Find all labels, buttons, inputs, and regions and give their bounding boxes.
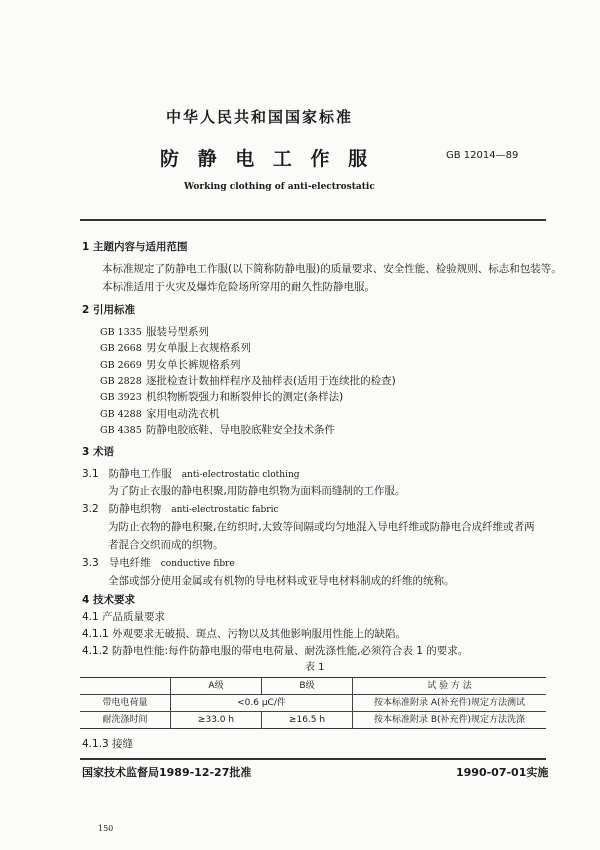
table-row xyxy=(80,695,546,712)
section-2-heading: 2 引用标准 xyxy=(82,304,135,316)
term-number: 3.1 xyxy=(82,468,99,480)
table-cell: 耐洗涤时间 xyxy=(102,714,148,725)
reference-title: 逐批检查计数抽样程序及抽样表(适用于连续批的检查) xyxy=(146,374,396,387)
term-3-3 xyxy=(82,557,235,570)
table-1 xyxy=(80,677,546,729)
reference-item xyxy=(100,391,343,404)
clause: 4.1.3 接缝 xyxy=(82,738,134,750)
term-en: conductive fibre xyxy=(160,559,235,569)
term-cn: 防静电工作服 xyxy=(108,468,172,480)
reference-item xyxy=(100,424,335,437)
term-cn: 导电纤维 xyxy=(108,557,151,569)
reference-item xyxy=(100,342,251,355)
reference-item xyxy=(100,359,241,372)
reference-title: 家用电动洗衣机 xyxy=(146,407,220,420)
term-number: 3.2 xyxy=(82,503,99,515)
reference-code: GB 1335 xyxy=(100,327,142,338)
standard-code: GB 12014—89 xyxy=(446,150,519,161)
title-english: Working clothing of anti-electrostatic xyxy=(184,182,375,192)
table-cell: <0.6 μC/件 xyxy=(171,695,353,712)
paragraph: 本标准适用于火灾及爆炸危险场所穿用的耐久性防静电服。 xyxy=(102,281,375,293)
approval-date: 国家技术监督局1989-12-27批准 xyxy=(82,766,252,779)
table-header: A级 xyxy=(171,678,262,695)
term-definition: 全部或部分使用金属或有机物的导电材料或亚导电材料制成的纤维的统称。 xyxy=(108,575,455,587)
table-cell: 按本标准附录 A(补充件)规定方法测试 xyxy=(353,695,547,712)
document-title: 防 静 电 工 作 服 xyxy=(160,148,374,170)
reference-code: GB 4288 xyxy=(100,408,142,420)
effective-date: 1990-07-01实施 xyxy=(456,766,549,779)
section-4-heading: 4 技术要求 xyxy=(82,594,135,606)
reference-title: 服装号型系列 xyxy=(146,326,209,338)
reference-code: GB 3923 xyxy=(100,392,142,404)
clause: 4.1 产品质量要求 xyxy=(82,611,166,623)
table-caption: 表 1 xyxy=(305,662,325,673)
reference-title: 机织物断裂强力和断裂伸长的测定(条样法) xyxy=(146,391,344,404)
table-cell: 带电电荷量 xyxy=(102,697,148,708)
term-3-2 xyxy=(82,503,279,516)
table-cell: ≥33.0 h xyxy=(171,712,262,729)
page-number: 150 xyxy=(98,824,114,833)
section-3-heading: 3 术语 xyxy=(82,446,114,458)
reference-code: GB 4385 xyxy=(100,424,142,436)
table-cell: ≥16.5 h xyxy=(262,712,353,729)
table-row xyxy=(80,712,546,729)
term-definition: 者混合交织而成的织物。 xyxy=(108,539,224,551)
reference-code: GB 2828 xyxy=(100,375,142,387)
table-header-row xyxy=(80,678,546,695)
reference-item xyxy=(100,408,220,421)
reference-title: 男女单长裤规格系列 xyxy=(146,358,241,371)
table-header: 试 验 方 法 xyxy=(353,678,547,695)
reference-item xyxy=(100,326,209,339)
reference-code: GB 2668 xyxy=(100,343,142,355)
clause: 4.1.1 外观要求无破损、斑点、污物以及其他影响服用性能上的缺陷。 xyxy=(82,628,407,640)
footer-rule xyxy=(80,758,546,760)
reference-title: 男女单服上衣规格系列 xyxy=(146,342,251,355)
term-en: anti-electrostatic fabric xyxy=(171,505,279,515)
clause: 4.1.2 防静电性能:每件防静电服的带电电荷量、耐洗涤性能,必须符合表 1 的要求。 xyxy=(82,645,469,657)
reference-code: GB 2669 xyxy=(100,359,142,371)
term-en: anti-electrostatic clothing xyxy=(181,470,300,480)
term-definition: 为了防止衣服的静电积聚,用防静电织物为面料而缝制的工作服。 xyxy=(108,485,406,497)
paragraph: 本标准规定了防静电工作服(以下简称防静电服)的质量要求、安全性能、检验规则、标志和包装等。 xyxy=(102,263,562,275)
term-3-1 xyxy=(82,468,300,481)
section-1-heading: 1 主题内容与适用范围 xyxy=(82,241,188,253)
reference-title: 防静电胶底鞋、导电胶底鞋安全技术条件 xyxy=(146,423,335,436)
table-cell: 按本标准附录 B(补充件)规定方法洗涤 xyxy=(353,712,547,729)
table-header: B级 xyxy=(262,678,353,695)
reference-item xyxy=(100,375,396,388)
term-cn: 防静电织物 xyxy=(108,503,162,515)
issuing-body: 中华人民共和国国家标准 xyxy=(166,108,354,126)
term-number: 3.3 xyxy=(82,557,99,569)
header-rule xyxy=(80,219,546,221)
term-definition: 为防止衣物的静电积聚,在纺织时,大致等间隔或均匀地混入导电纤维或防静电合成纤维或者两 xyxy=(108,521,535,533)
table-header xyxy=(80,678,171,695)
